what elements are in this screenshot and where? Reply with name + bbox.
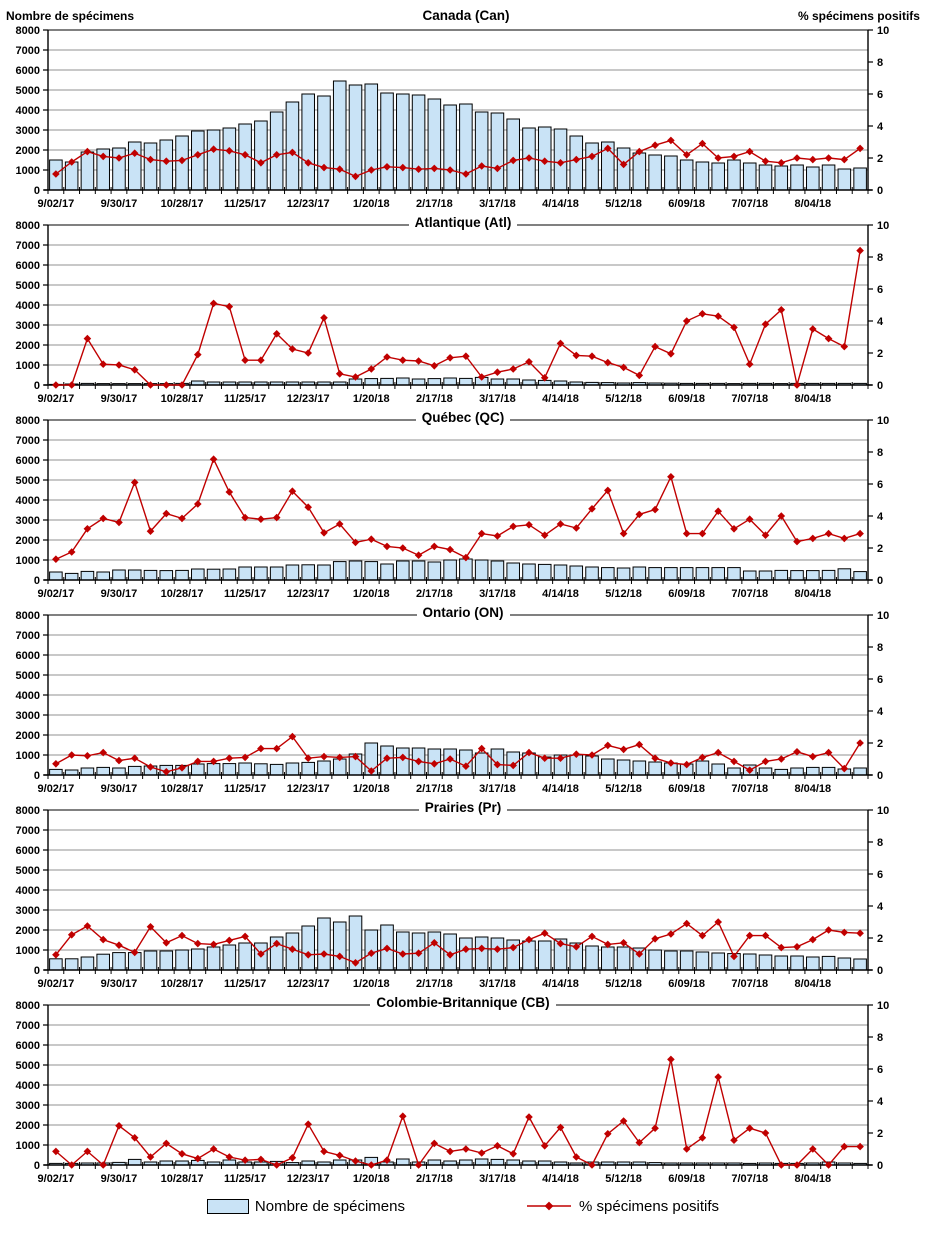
svg-text:2: 2: [877, 933, 884, 945]
svg-text:2000: 2000: [15, 1120, 40, 1132]
svg-text:5000: 5000: [15, 475, 40, 487]
panel-title-quebec: Québec (QC): [416, 410, 511, 425]
svg-text:4/14/18: 4/14/18: [542, 783, 579, 795]
svg-text:4000: 4000: [15, 885, 40, 897]
svg-text:12/23/17: 12/23/17: [286, 1173, 330, 1185]
svg-text:6000: 6000: [15, 1040, 40, 1052]
svg-text:9/30/17: 9/30/17: [100, 783, 138, 795]
y-axis-left: [16, 415, 48, 587]
svg-text:3000: 3000: [15, 125, 40, 137]
svg-text:11/25/17: 11/25/17: [224, 393, 267, 405]
svg-text:7/07/18: 7/07/18: [731, 978, 769, 990]
gridlines: [48, 615, 868, 755]
panel-title-colombie-britannique: Colombie-Britannique (CB): [370, 995, 555, 1010]
svg-text:6000: 6000: [15, 650, 40, 662]
panel-quebec: [0, 407, 926, 602]
svg-text:3/17/18: 3/17/18: [479, 393, 516, 405]
svg-text:2/17/18: 2/17/18: [415, 978, 453, 990]
svg-text:5000: 5000: [15, 85, 40, 97]
svg-text:0: 0: [33, 185, 40, 197]
svg-text:1/20/18: 1/20/18: [352, 393, 390, 405]
svg-text:0: 0: [877, 185, 884, 197]
svg-text:5/12/18: 5/12/18: [605, 588, 642, 600]
svg-text:3/17/18: 3/17/18: [479, 588, 516, 600]
svg-text:4: 4: [877, 706, 884, 718]
svg-text:7/07/18: 7/07/18: [731, 393, 769, 405]
svg-text:6: 6: [877, 1064, 884, 1076]
svg-text:4: 4: [877, 901, 884, 913]
positives-line-icon: [525, 1200, 573, 1212]
svg-text:0: 0: [877, 1160, 884, 1172]
svg-text:7000: 7000: [15, 1020, 40, 1032]
svg-text:2/17/18: 2/17/18: [415, 393, 453, 405]
svg-text:4/14/18: 4/14/18: [542, 588, 579, 600]
gridlines: [48, 810, 868, 950]
svg-text:8/04/18: 8/04/18: [794, 1173, 832, 1185]
chart-prairies: [0, 802, 926, 992]
svg-text:10/28/17: 10/28/17: [160, 393, 204, 405]
svg-text:11/25/17: 11/25/17: [224, 588, 267, 600]
svg-text:4/14/18: 4/14/18: [542, 978, 579, 990]
svg-text:4: 4: [877, 1096, 884, 1108]
svg-text:5/12/18: 5/12/18: [605, 783, 642, 795]
svg-text:3000: 3000: [15, 515, 40, 527]
svg-text:0: 0: [33, 770, 40, 782]
svg-text:10/28/17: 10/28/17: [160, 783, 204, 795]
svg-text:12/23/17: 12/23/17: [286, 198, 330, 210]
svg-text:10/28/17: 10/28/17: [160, 198, 204, 210]
svg-text:3/17/18: 3/17/18: [479, 978, 516, 990]
gridlines: [48, 1005, 868, 1145]
svg-text:5000: 5000: [15, 280, 40, 292]
quebec-canvas: [0, 412, 926, 602]
svg-text:12/23/17: 12/23/17: [286, 978, 330, 990]
svg-text:11/25/17: 11/25/17: [224, 783, 267, 795]
svg-text:8/04/18: 8/04/18: [794, 588, 832, 600]
svg-text:7000: 7000: [15, 435, 40, 447]
svg-text:2000: 2000: [15, 145, 40, 157]
svg-text:0: 0: [33, 575, 40, 587]
svg-text:10: 10: [877, 1000, 890, 1012]
svg-text:8000: 8000: [15, 1000, 40, 1012]
svg-text:7000: 7000: [15, 825, 40, 837]
svg-text:2: 2: [877, 153, 884, 165]
svg-text:6/09/18: 6/09/18: [668, 783, 706, 795]
svg-text:4000: 4000: [15, 105, 40, 117]
svg-text:3000: 3000: [15, 1100, 40, 1112]
svg-text:6: 6: [877, 89, 884, 101]
svg-text:11/25/17: 11/25/17: [224, 978, 267, 990]
svg-text:2/17/18: 2/17/18: [415, 783, 453, 795]
svg-text:11/25/17: 11/25/17: [224, 198, 267, 210]
svg-text:2000: 2000: [15, 730, 40, 742]
svg-text:5000: 5000: [15, 865, 40, 877]
svg-text:4/14/18: 4/14/18: [542, 393, 579, 405]
svg-text:4000: 4000: [15, 495, 40, 507]
panel-atlantique: [0, 212, 926, 407]
specimens-swatch-icon: [207, 1199, 249, 1214]
svg-text:8000: 8000: [15, 220, 40, 232]
svg-text:3000: 3000: [15, 710, 40, 722]
svg-text:9/02/17: 9/02/17: [37, 198, 75, 210]
svg-text:6/09/18: 6/09/18: [668, 978, 706, 990]
canada-canvas: [0, 22, 926, 212]
svg-text:4: 4: [877, 121, 884, 133]
svg-text:3/17/18: 3/17/18: [479, 1173, 516, 1185]
chart-canada: [0, 22, 926, 212]
svg-text:9/02/17: 9/02/17: [37, 588, 75, 600]
svg-text:11/25/17: 11/25/17: [224, 1173, 267, 1185]
svg-text:1/20/18: 1/20/18: [352, 978, 390, 990]
svg-text:10/28/17: 10/28/17: [160, 1173, 204, 1185]
chart-atlantique: [0, 217, 926, 407]
svg-text:3/17/18: 3/17/18: [479, 198, 516, 210]
panel-title-ontario: Ontario (ON): [417, 605, 510, 620]
svg-text:8: 8: [877, 837, 884, 849]
svg-text:8: 8: [877, 447, 884, 459]
positives-line: [52, 918, 864, 966]
svg-text:6/09/18: 6/09/18: [668, 198, 706, 210]
legend-item-positives: [525, 1198, 719, 1215]
svg-text:1000: 1000: [15, 555, 40, 567]
svg-text:10: 10: [877, 415, 890, 427]
svg-text:7/07/18: 7/07/18: [731, 783, 769, 795]
panel-canada: [0, 0, 926, 212]
svg-text:3/17/18: 3/17/18: [479, 783, 516, 795]
svg-text:3000: 3000: [15, 320, 40, 332]
colombie-britannique-canvas: [0, 997, 926, 1187]
svg-text:2000: 2000: [15, 340, 40, 352]
svg-text:1000: 1000: [15, 360, 40, 372]
svg-text:4000: 4000: [15, 300, 40, 312]
specimens-bars: [50, 559, 867, 580]
svg-text:10: 10: [877, 220, 890, 232]
y-axis-right: [868, 805, 889, 977]
svg-text:4/14/18: 4/14/18: [542, 1173, 579, 1185]
svg-text:8: 8: [877, 642, 884, 654]
svg-text:7/07/18: 7/07/18: [731, 198, 769, 210]
svg-text:12/23/17: 12/23/17: [286, 588, 330, 600]
gridlines: [48, 420, 868, 560]
panel-prairies: [0, 797, 926, 992]
svg-text:9/02/17: 9/02/17: [37, 1173, 75, 1185]
svg-text:6000: 6000: [15, 260, 40, 272]
svg-text:1/20/18: 1/20/18: [352, 588, 390, 600]
svg-text:6/09/18: 6/09/18: [668, 1173, 706, 1185]
svg-text:8/04/18: 8/04/18: [794, 978, 832, 990]
svg-text:6: 6: [877, 869, 884, 881]
svg-text:5/12/18: 5/12/18: [605, 198, 642, 210]
svg-text:0: 0: [877, 380, 884, 392]
left-axis-title: Nombre de spécimens: [6, 9, 135, 23]
svg-text:6/09/18: 6/09/18: [668, 393, 706, 405]
svg-text:2/17/18: 2/17/18: [415, 1173, 453, 1185]
svg-text:4/14/18: 4/14/18: [542, 198, 579, 210]
svg-text:12/23/17: 12/23/17: [286, 393, 330, 405]
svg-text:2: 2: [877, 348, 884, 360]
svg-text:6000: 6000: [15, 845, 40, 857]
y-axis-left: [16, 1000, 48, 1172]
svg-text:8: 8: [877, 1032, 884, 1044]
right-axis-title: % spécimens positifs: [797, 9, 920, 23]
svg-text:5/12/18: 5/12/18: [605, 393, 642, 405]
svg-text:0: 0: [877, 965, 884, 977]
svg-text:2: 2: [877, 738, 884, 750]
svg-text:2/17/18: 2/17/18: [415, 198, 453, 210]
svg-text:1000: 1000: [15, 1140, 40, 1152]
y-axis-right: [868, 25, 889, 197]
svg-text:6000: 6000: [15, 455, 40, 467]
svg-text:6: 6: [877, 479, 884, 491]
svg-text:6: 6: [877, 674, 884, 686]
svg-text:8/04/18: 8/04/18: [794, 783, 832, 795]
panel-title-prairies: Prairies (Pr): [419, 800, 508, 815]
specimens-bars: [50, 81, 867, 190]
svg-text:4000: 4000: [15, 690, 40, 702]
gridlines: [48, 225, 868, 365]
svg-text:9/02/17: 9/02/17: [37, 393, 75, 405]
svg-text:1/20/18: 1/20/18: [352, 198, 390, 210]
ontario-canvas: [0, 607, 926, 797]
svg-text:9/30/17: 9/30/17: [100, 1173, 138, 1185]
svg-text:8: 8: [877, 252, 884, 264]
svg-text:9/02/17: 9/02/17: [37, 783, 75, 795]
y-axis-right: [868, 610, 889, 782]
panel-title-atlantique: Atlantique (Atl): [409, 215, 518, 230]
chart-colombie-britannique: [0, 997, 926, 1187]
svg-text:12/23/17: 12/23/17: [286, 783, 330, 795]
svg-text:1/20/18: 1/20/18: [352, 1173, 390, 1185]
svg-text:5/12/18: 5/12/18: [605, 1173, 642, 1185]
svg-text:2: 2: [877, 543, 884, 555]
legend: [0, 1189, 926, 1223]
svg-text:8000: 8000: [15, 610, 40, 622]
svg-text:2: 2: [877, 1128, 884, 1140]
svg-text:7000: 7000: [15, 630, 40, 642]
svg-text:5000: 5000: [15, 670, 40, 682]
svg-text:0: 0: [877, 575, 884, 587]
chart-quebec: [0, 412, 926, 602]
y-axis-left: [16, 220, 48, 392]
svg-text:0: 0: [33, 1160, 40, 1172]
atlantique-canvas: [0, 217, 926, 407]
svg-text:8000: 8000: [15, 25, 40, 37]
y-axis-left: [16, 610, 48, 782]
svg-text:10/28/17: 10/28/17: [160, 978, 204, 990]
y-axis-right: [868, 415, 889, 587]
positives-line: [52, 455, 864, 563]
svg-text:6: 6: [877, 284, 884, 296]
svg-text:0: 0: [33, 965, 40, 977]
positives-line: [52, 1056, 864, 1169]
svg-text:3000: 3000: [15, 905, 40, 917]
svg-text:8000: 8000: [15, 415, 40, 427]
svg-text:2000: 2000: [15, 925, 40, 937]
svg-text:8/04/18: 8/04/18: [794, 393, 832, 405]
svg-text:6000: 6000: [15, 65, 40, 77]
svg-text:10: 10: [877, 25, 890, 37]
y-axis-right: [868, 220, 889, 392]
svg-text:0: 0: [33, 380, 40, 392]
svg-text:4: 4: [877, 316, 884, 328]
panel-title-canada: Canada (Can): [422, 8, 510, 23]
svg-text:7000: 7000: [15, 45, 40, 57]
panel-colombie-britannique: [0, 992, 926, 1187]
svg-text:9/30/17: 9/30/17: [100, 588, 138, 600]
legend-specimens-label: Nombre de spécimens: [254, 1197, 405, 1215]
svg-text:8000: 8000: [15, 805, 40, 817]
svg-text:1000: 1000: [15, 750, 40, 762]
positives-line: [52, 733, 864, 776]
svg-text:10/28/17: 10/28/17: [160, 588, 204, 600]
panel-ontario: [0, 602, 926, 797]
svg-text:9/30/17: 9/30/17: [100, 198, 138, 210]
svg-text:9/30/17: 9/30/17: [100, 393, 138, 405]
legend-item-specimens: [207, 1198, 405, 1215]
svg-text:5/12/18: 5/12/18: [605, 978, 642, 990]
chart-ontario: [0, 607, 926, 797]
svg-text:10: 10: [877, 610, 890, 622]
svg-text:8: 8: [877, 57, 884, 69]
svg-text:7/07/18: 7/07/18: [731, 588, 769, 600]
svg-text:1000: 1000: [15, 945, 40, 957]
svg-text:2/17/18: 2/17/18: [415, 588, 453, 600]
svg-text:1/20/18: 1/20/18: [352, 783, 390, 795]
y-axis-right: [868, 1000, 889, 1172]
y-axis-left: [16, 25, 48, 197]
positives-line: [52, 247, 864, 389]
svg-text:4000: 4000: [15, 1080, 40, 1092]
svg-text:9/02/17: 9/02/17: [37, 978, 75, 990]
svg-text:0: 0: [877, 770, 884, 782]
svg-text:6/09/18: 6/09/18: [668, 588, 706, 600]
positives-line: [52, 137, 864, 181]
svg-text:5000: 5000: [15, 1060, 40, 1072]
legend-positives-label: % spécimens positifs: [579, 1197, 720, 1215]
y-axis-left: [16, 805, 48, 977]
svg-text:2000: 2000: [15, 535, 40, 547]
prairies-canvas: [0, 802, 926, 992]
svg-text:1000: 1000: [15, 165, 40, 177]
svg-text:4: 4: [877, 511, 884, 523]
svg-text:8/04/18: 8/04/18: [794, 198, 832, 210]
svg-text:7000: 7000: [15, 240, 40, 252]
svg-text:7/07/18: 7/07/18: [731, 1173, 769, 1185]
svg-text:9/30/17: 9/30/17: [100, 978, 138, 990]
svg-text:10: 10: [877, 805, 890, 817]
canada-header-row: [0, 0, 926, 22]
